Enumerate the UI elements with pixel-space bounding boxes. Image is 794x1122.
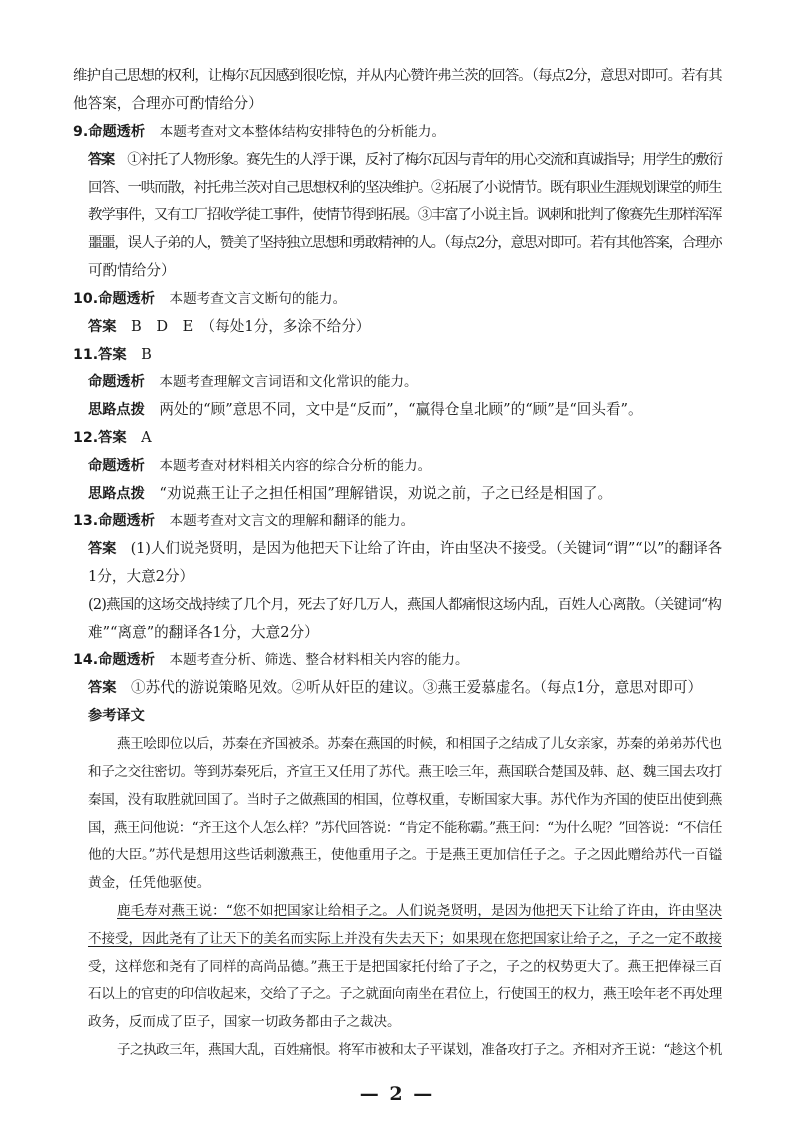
text-line bbox=[73, 66, 722, 86]
line-label: 答案 bbox=[88, 319, 117, 335]
answer-line bbox=[88, 678, 702, 698]
question-9-heading bbox=[73, 122, 445, 142]
line-text: 教学事件，又有工厂招收学徒工事件，使情节得到拓展。③丰富了小说主旨。讽刺和批判了像赛先生那样浑浑 bbox=[88, 207, 722, 223]
line-text: 受，这样您和尧有了同样的高尚品德。”燕王于是把国家托付给了子之，子之的权势更大了。燕王把俸禄三百 bbox=[88, 959, 723, 975]
text-line bbox=[88, 178, 721, 198]
text-line bbox=[88, 595, 721, 615]
line-text: 本题考查对文本整体结构安排特色的分析能力。 bbox=[159, 124, 446, 140]
line-label: 12.答案 bbox=[73, 430, 127, 446]
line-text: 难”“离意”的翻译各1分，大意2分） bbox=[88, 624, 319, 641]
line-text: 本题考查理解文言词语和文化常识的能力。 bbox=[159, 374, 418, 390]
translation-line bbox=[88, 873, 210, 893]
translation-line bbox=[88, 790, 722, 810]
hint-line bbox=[88, 400, 643, 420]
line-label: 11.答案 bbox=[73, 347, 127, 363]
text-line bbox=[88, 623, 319, 643]
line-text: 本题考查文言文断句的能力。 bbox=[169, 291, 347, 307]
translation-line bbox=[117, 1040, 722, 1060]
line-text: 回答、一哄而散，衬托弗兰茨对自己思想权利的坚决维护。②拓展了小说情节。既有职业生涯规划课堂的师生 bbox=[88, 180, 722, 196]
line-text: 可酌情给分） bbox=[88, 262, 176, 279]
line-text: 黄金，任凭他驱使。 bbox=[88, 875, 211, 891]
text-line bbox=[88, 205, 721, 225]
line-text: 国，燕王问他说：“齐王这个人怎么样？”苏代回答说：“肯定不能称霸。”燕王问：“为什么呢？”回答说：“不信任 bbox=[88, 820, 722, 836]
line-label: 答案 bbox=[88, 680, 117, 696]
translation-line bbox=[88, 929, 722, 949]
line-text: 他答案，合理亦可酌情给分） bbox=[73, 95, 263, 112]
line-text: B D E （每处1分，多涂不给分） bbox=[131, 318, 371, 335]
question-14-heading bbox=[73, 650, 469, 670]
text-line bbox=[88, 567, 194, 587]
line-label: 参考译文 bbox=[88, 708, 145, 724]
text-line bbox=[73, 94, 263, 114]
translation-line bbox=[117, 734, 722, 754]
line-text: 石以上的官吏的印信收起来，交给了子之。子之就面向南坐在君位上，行使国王的权力，燕王哙年老不再处理 bbox=[88, 986, 722, 1002]
line-text: 鹿毛寿对燕王说：“您不如把国家让给相子之。人们说尧贤明，是因为他把天下让给了许由，许由坚决 bbox=[117, 903, 723, 919]
line-label: 13.命题透析 bbox=[73, 513, 155, 529]
answer-line bbox=[88, 150, 722, 170]
line-text: A bbox=[141, 429, 152, 446]
line-text: 和子之交往密切。等到苏秦死后，齐宣王又任用了苏代。燕王哙三年，燕国联合楚国及韩、赵、魏三国去攻打 bbox=[88, 764, 722, 780]
line-label: 命题透析 bbox=[88, 458, 145, 474]
question-10-heading bbox=[73, 289, 346, 309]
translation-line bbox=[88, 957, 722, 977]
analysis-line bbox=[88, 456, 431, 476]
hint-line bbox=[88, 484, 612, 504]
translation-line bbox=[117, 901, 722, 921]
answer-line bbox=[88, 317, 370, 337]
line-text: 不接受，因此尧有了让天下的美名而实际上并没有失去天下；如果现在您把国家让给子之，子之一定不敢接 bbox=[88, 931, 722, 947]
line-text: 本题考查对文言文的理解和翻译的能力。 bbox=[169, 513, 415, 529]
line-text: (2)燕国的这场交战持续了几个月，死去了好几万人，燕国人都痛恨这场内乱，百姓人心离散。（关键词“构 bbox=[88, 597, 722, 613]
line-text: 本题考查对材料相关内容的综合分析的能力。 bbox=[159, 458, 432, 474]
translation-line bbox=[88, 818, 722, 838]
translation-line bbox=[88, 984, 722, 1004]
analysis-line bbox=[88, 372, 418, 392]
line-text: 燕王哙即位以后，苏秦在齐国被杀。苏秦在燕国的时候，和相国子之结成了儿女亲家，苏秦的弟弟苏代也 bbox=[117, 736, 722, 752]
line-label: 9.命题透析 bbox=[73, 124, 146, 140]
page-number: — 2 — bbox=[359, 1083, 435, 1105]
line-label: 答案 bbox=[88, 152, 115, 168]
line-text: 1分，大意2分） bbox=[88, 568, 195, 585]
translation-line bbox=[88, 1012, 401, 1032]
translation-heading bbox=[88, 706, 145, 726]
line-text: 噩噩，误人子弟的人，赞美了坚持独立思想和勇敢精神的人。（每点2分，意思对即可。若有其他答案，合理亦 bbox=[88, 235, 722, 251]
line-text: “劝说燕王让子之担任相国”理解错误，劝说之前，子之已经是相国了。 bbox=[159, 485, 613, 502]
line-label: 答案 bbox=[88, 541, 117, 557]
line-text: 两处的“顾”意思不同，文中是“反而”，“赢得仓皇北顾”的“顾”是“回头看”。 bbox=[159, 401, 643, 418]
line-label: 10.命题透析 bbox=[73, 291, 155, 307]
translation-line bbox=[88, 762, 722, 782]
question-13-heading bbox=[73, 511, 414, 531]
line-label: 思路点拨 bbox=[88, 486, 145, 502]
line-text: 秦国，没有取胜就回国了。当时子之做燕国的相国，位尊权重，专断国家大事。苏代作为齐国的使臣出使到燕 bbox=[88, 792, 722, 808]
line-label: 14.命题透析 bbox=[73, 652, 155, 668]
line-label: 命题透析 bbox=[88, 374, 145, 390]
answer-line bbox=[88, 539, 722, 559]
line-text: (1)人们说尧贤明，是因为他把天下让给了许由，许由坚决不接受。（关键词“谓”“以”的翻译各 bbox=[130, 540, 723, 557]
line-text: ①衬托了人物形象。赛先生的人浮于课，反衬了梅尔瓦因与青年的用心交流和真诚指导；用学生的敷衍 bbox=[127, 152, 722, 168]
line-text: 政务，反而成了臣子，国家一切政务都由子之裁决。 bbox=[88, 1014, 401, 1030]
translation-line bbox=[88, 845, 722, 865]
line-text: ①苏代的游说策略见效。②听从奸臣的建议。③燕王爱慕虚名。（每点1分，意思对即可） bbox=[131, 679, 703, 696]
line-label: 思路点拨 bbox=[88, 402, 145, 418]
line-text: 维护自己思想的权利，让梅尔瓦因感到很吃惊，并从内心赞许弗兰茨的回答。（每点2分，意思对即可。若有其 bbox=[73, 68, 722, 84]
question-11-heading bbox=[73, 345, 152, 365]
line-text: 他的大臣。”苏代是想用这些话刺激燕王，使他重用子之。于是燕王更加信任子之。子之因此赠给苏代一百镒 bbox=[88, 847, 723, 863]
line-text: B bbox=[141, 346, 152, 363]
question-12-heading bbox=[73, 428, 152, 448]
text-line bbox=[88, 261, 176, 281]
text-line bbox=[88, 233, 721, 253]
line-text: 本题考查分析、筛选、整合材料相关内容的能力。 bbox=[169, 652, 469, 668]
line-text: 子之执政三年，燕国大乱，百姓痛恨。将军市被和太子平谋划，准备攻打子之。齐相对齐王说：“趁这个机 bbox=[117, 1042, 722, 1058]
